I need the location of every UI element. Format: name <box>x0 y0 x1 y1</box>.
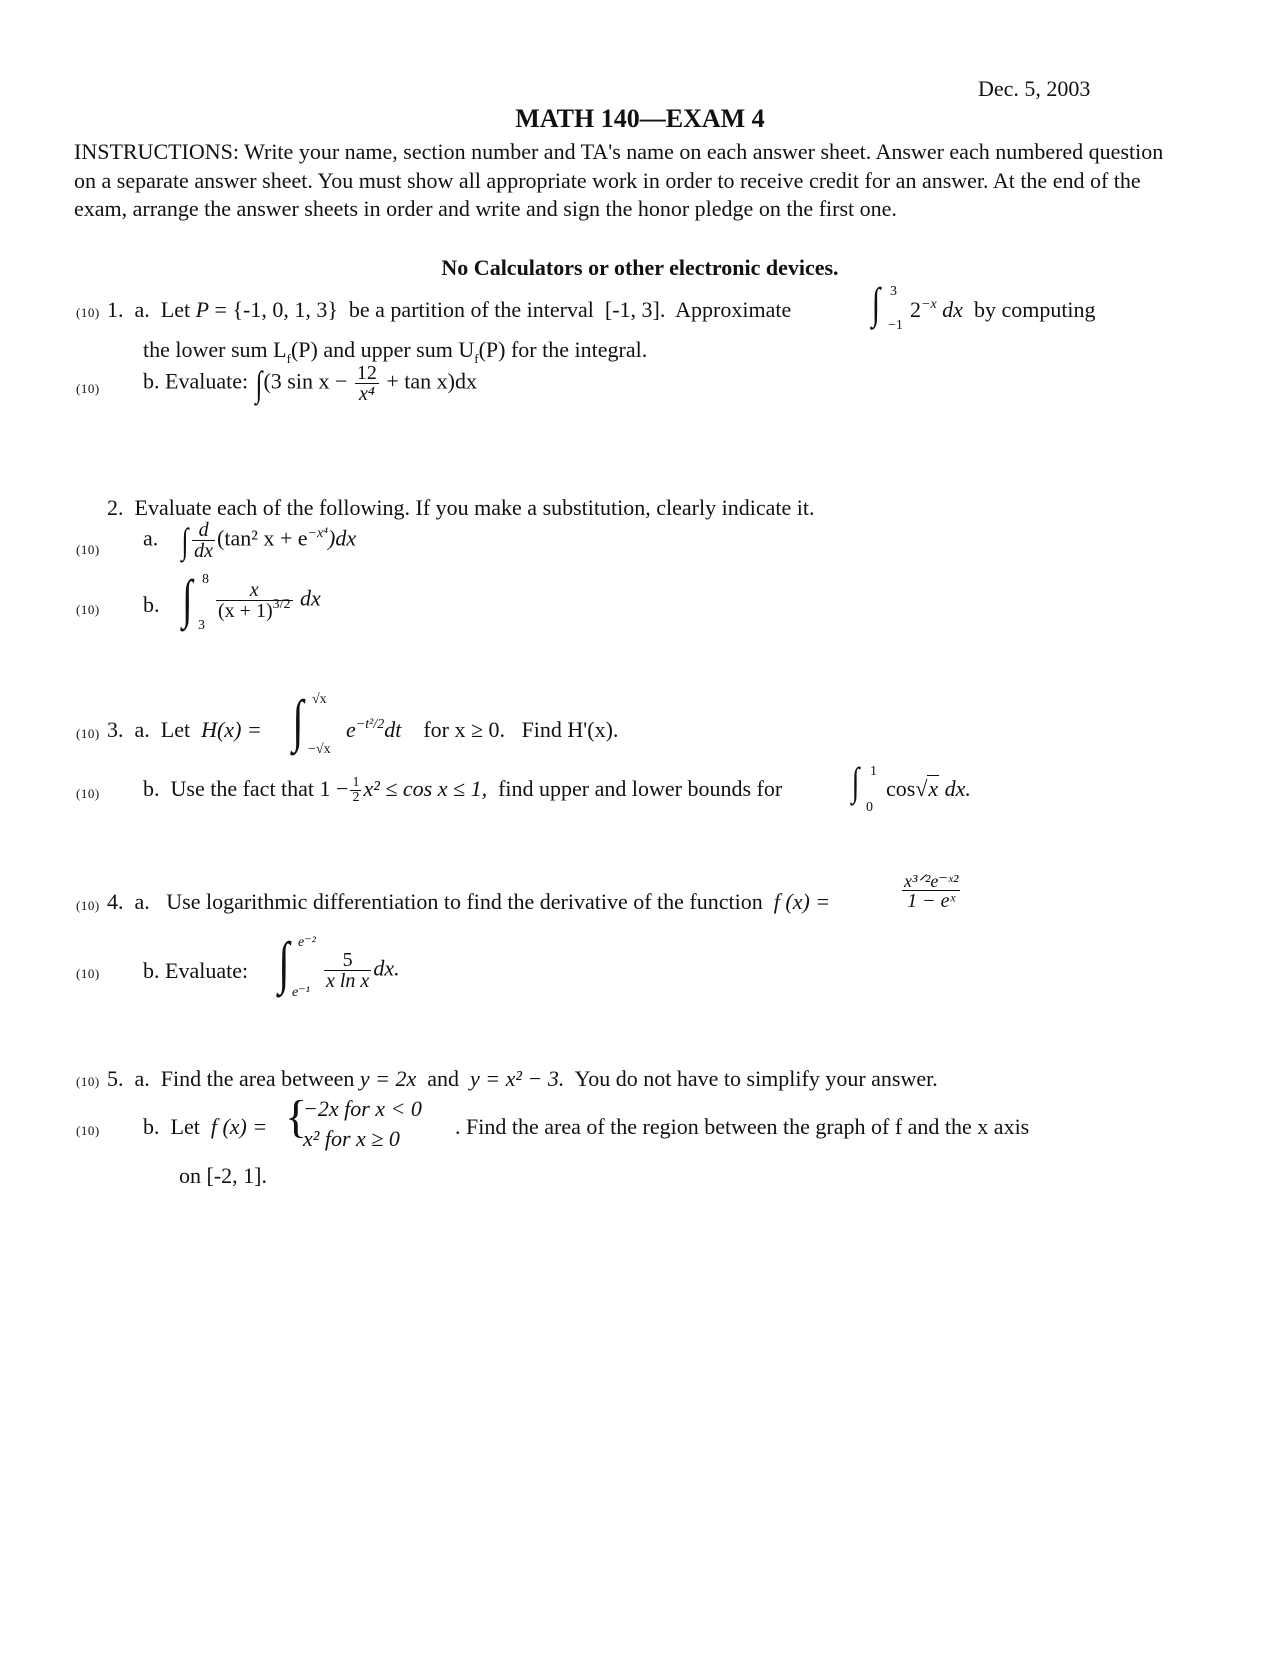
q3a-task: Find H'(x). <box>521 717 619 742</box>
part-label: b. Evaluate: <box>143 368 249 394</box>
q1a-text: (P) and upper sum U <box>290 337 475 362</box>
q1a-text: the lower sum L <box>143 337 287 362</box>
q4a-text: Use logarithmic differentiation to find the derivative of the function <box>166 889 763 914</box>
interval: [-1, 3]. <box>604 297 666 322</box>
q5a-text: and <box>427 1066 460 1091</box>
lower-limit: 0 <box>866 800 873 815</box>
points-q5b: (10) <box>76 1123 100 1138</box>
upper-limit: e⁻² <box>298 935 316 950</box>
part-label: a. <box>134 717 150 742</box>
q2b-label: b. <box>143 592 160 617</box>
question-number: 3. <box>107 717 124 742</box>
partition-set: = {-1, 0, 1, 3} <box>209 297 338 322</box>
dx: dx <box>300 585 321 611</box>
points-q3b: (10) <box>76 786 100 801</box>
q1a-text: be a partition of the interval <box>348 297 594 322</box>
base: e <box>346 717 356 742</box>
numerator: 12 <box>356 362 377 384</box>
q5a-line <box>107 1066 938 1092</box>
exam-date: Dec. 5, 2003 <box>978 76 1091 101</box>
exponent: 3/2 <box>272 597 291 612</box>
numerator: 1 <box>352 775 360 791</box>
q5a-text: You do not have to simplify your answer. <box>574 1066 938 1091</box>
q3b-text: Use the fact that 1 − <box>170 776 349 801</box>
dx: dx <box>942 297 963 322</box>
subscript: f <box>474 351 479 366</box>
q3a-integrand <box>346 717 618 743</box>
q3a-line <box>107 717 262 743</box>
q4b-label: b. Evaluate: <box>143 958 249 983</box>
expression: )dx <box>328 525 357 551</box>
fraction <box>355 363 379 404</box>
question-number: 1. <box>107 297 124 322</box>
dx: dx. <box>944 776 971 801</box>
q4a-line <box>107 889 830 915</box>
part-label: a. <box>134 889 150 914</box>
points-q4b: (10) <box>76 966 100 981</box>
part-label: a. <box>134 1066 150 1091</box>
integral-sign: ∫ √x −√x <box>292 688 331 757</box>
upper-limit: 8 <box>202 572 209 587</box>
q4a-fraction <box>900 872 962 911</box>
q1a-line <box>107 297 791 323</box>
points-q3a: (10) <box>76 726 100 741</box>
upper-limit: 3 <box>890 284 897 299</box>
left-brace: { <box>285 1091 308 1142</box>
q1b-line: b. Evaluate: ∫(3 sin x − $\frac{12}{\text{x⁴}}$ + tan x)dx <box>143 362 477 405</box>
q1a-text: by computing <box>973 297 1096 322</box>
equation: y = 2x <box>359 1066 417 1091</box>
subscript: f <box>286 351 291 366</box>
lower-limit: e⁻¹ <box>292 985 310 1000</box>
q3b-text: find upper and lower bounds for <box>498 776 783 801</box>
calculator-notice: No Calculators or other electronic devices. <box>441 255 839 280</box>
expression: (tan² x + e <box>217 525 308 551</box>
case-2: x² for x ≥ 0 <box>303 1126 400 1151</box>
denominator: 2 <box>352 790 360 806</box>
question-number: 5. <box>107 1066 124 1091</box>
question-number: 2. <box>107 495 124 520</box>
q4b-integrand <box>322 950 400 991</box>
q1a-text: (P) for the integral. <box>478 337 648 362</box>
instructions-text: INSTRUCTIONS: Write your name, section number and TA's name on each answer sheet. Answer each numbered question on a separate answer sheet. You must show all appropriate work in order to receive credit for an answer. At the end of the exam, arrange the answer sheets in order and write and sign the honor pledge on the first one. <box>74 139 1164 221</box>
q3a-text: Let <box>160 717 191 742</box>
partition-symbol: P <box>195 297 210 322</box>
half-fraction <box>350 776 361 805</box>
exam-title: MATH 140—EXAM 4 <box>515 104 765 133</box>
q5b-line <box>143 1114 267 1140</box>
lower-limit: 3 <box>198 618 205 633</box>
piecewise-cases <box>303 1094 422 1154</box>
q2b-integrand <box>214 580 321 621</box>
q1a-text: Let <box>160 297 191 322</box>
condition: for x ≥ 0. <box>423 717 506 742</box>
part-label: b. <box>143 1114 160 1139</box>
denominator: x⁴ <box>358 383 375 405</box>
numerator: x³ᐟ²e⁻ˣ² <box>904 871 959 891</box>
points-q1a: (10) <box>76 305 100 320</box>
expression: + tan x)dx <box>386 368 477 394</box>
q1a-line2 <box>143 337 648 366</box>
numerator: 5 <box>324 950 371 971</box>
expression: (3 sin x − <box>263 368 348 394</box>
case-1: −2x for x < 0 <box>303 1096 422 1121</box>
integral-sign: ∫ 8 3 <box>182 569 209 633</box>
part-label: b. <box>143 776 160 801</box>
part-label: a. <box>143 525 159 551</box>
base: 2 <box>910 297 921 322</box>
function-def: f (x) = <box>773 889 831 914</box>
dt: dt <box>384 717 402 742</box>
part-label: a. <box>134 297 150 322</box>
exponent: −x <box>921 297 937 312</box>
denominator: dx <box>194 540 214 562</box>
fraction <box>216 580 293 621</box>
upper-limit: √x <box>312 692 327 707</box>
points-q1b: (10) <box>76 381 100 396</box>
q5a-text: Find the area between <box>160 1066 355 1091</box>
points-q4a: (10) <box>76 898 100 913</box>
fraction <box>902 872 960 911</box>
dx: dx. <box>373 955 400 981</box>
exponent: −t²/2 <box>355 717 385 732</box>
radicand: x <box>928 776 939 801</box>
function-def: f (x) = <box>210 1114 268 1139</box>
q2a-line: a. ∫ $\frac{d}{dx}$ (tan² $x + e^{-x^4})dx$ <box>143 519 357 562</box>
denominator: (x + 1) <box>218 600 273 622</box>
q1a-text: Approximate <box>675 297 792 322</box>
integral-sign: ∫ 1 0 <box>851 759 877 815</box>
points-q2a: (10) <box>76 542 100 557</box>
q5b-text: . Find the area of the region between the graph of f and the x axis <box>455 1114 1030 1139</box>
numerator: x <box>216 580 293 601</box>
q5b-line2: on [-2, 1]. <box>179 1163 267 1188</box>
q2-text: Evaluate each of the following. If you make a substitution, clearly indicate it. <box>134 495 815 520</box>
function-def: H(x) = <box>201 717 262 742</box>
derivative-fraction <box>192 520 215 561</box>
q3b-integrand: cos√x dx. <box>886 776 971 801</box>
inequality: x² ≤ cos x ≤ 1, <box>363 776 488 801</box>
lower-limit: −√x <box>308 742 331 757</box>
points-q5a: (10) <box>76 1074 100 1089</box>
points-q2b: (10) <box>76 602 100 617</box>
q2-intro <box>107 495 814 521</box>
equation: y = x² − 3. <box>470 1066 565 1091</box>
fraction <box>324 950 371 991</box>
question-number: 4. <box>107 889 124 914</box>
lower-limit: −1 <box>888 318 903 333</box>
q5b-text: Let <box>170 1114 200 1139</box>
q3b-line <box>143 776 782 805</box>
denominator: x ln x <box>326 970 370 992</box>
exponent: −x⁴ <box>307 525 329 541</box>
cos: cos <box>886 776 916 801</box>
integral-sign: ∫ 3 −1 <box>871 279 903 333</box>
denominator: 1 − eˣ <box>907 890 956 912</box>
upper-limit: 1 <box>870 764 877 779</box>
q1a-integrand <box>910 297 1096 323</box>
integral-sign: ∫ e⁻² e⁻¹ <box>278 930 316 1000</box>
numerator: d <box>192 520 215 541</box>
